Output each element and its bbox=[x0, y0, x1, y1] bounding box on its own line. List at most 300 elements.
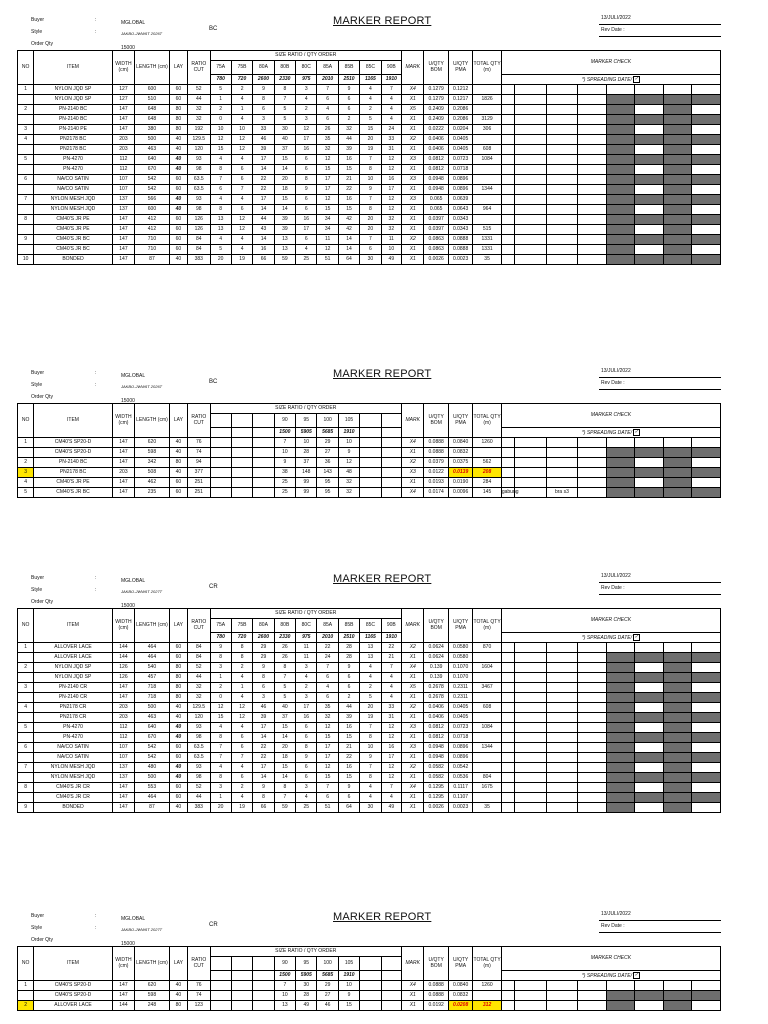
table-cell: 12 bbox=[317, 763, 338, 773]
table-cell: X1 bbox=[402, 991, 424, 1001]
item-name: NYLON JQD SP bbox=[34, 95, 112, 105]
table-cell: 4 bbox=[360, 85, 381, 95]
col-mark: MARK bbox=[402, 609, 424, 643]
table-cell: 25 bbox=[296, 803, 317, 813]
table-cell: 33 bbox=[253, 125, 274, 135]
table-cell: 31 bbox=[381, 713, 401, 723]
marker-check-cell bbox=[692, 185, 721, 195]
table-cell: 251 bbox=[188, 478, 210, 488]
size-ratio-header: SIZE RATIO / QTY ORDER bbox=[210, 947, 402, 957]
table-cell: 112 bbox=[112, 165, 134, 175]
table-cell: 99 bbox=[296, 478, 317, 488]
marker-check-cell bbox=[692, 723, 721, 733]
table-cell: 7 bbox=[360, 763, 381, 773]
table-cell bbox=[231, 981, 252, 991]
table-cell: 40 bbox=[169, 155, 187, 165]
item-name: BONDED bbox=[34, 255, 112, 265]
marker-check-cell bbox=[515, 255, 547, 265]
table-cell bbox=[210, 458, 231, 468]
table-cell: 0.0718 bbox=[448, 165, 472, 175]
marker-check-cell bbox=[501, 195, 514, 205]
table-cell: 8 bbox=[253, 793, 274, 803]
marker-check-cell bbox=[663, 145, 692, 155]
table-cell: 12 bbox=[231, 145, 252, 155]
table-cell: 40 bbox=[169, 205, 187, 215]
table-cell: 17 bbox=[317, 175, 338, 185]
table-cell: 0.0643 bbox=[448, 205, 472, 215]
table-cell bbox=[381, 1001, 401, 1011]
table-cell: 1084 bbox=[473, 723, 502, 733]
table-cell: 6 bbox=[296, 235, 317, 245]
table-cell: 383 bbox=[188, 255, 210, 265]
table-cell: 235 bbox=[135, 488, 170, 498]
table-cell: X5 bbox=[402, 683, 424, 693]
col-no: NO bbox=[18, 404, 34, 438]
item-name: NA/CO SATIN bbox=[34, 175, 112, 185]
marker-check-cell bbox=[546, 991, 578, 1001]
item-name: NYLON MESH JQD bbox=[34, 773, 112, 783]
marker-check-cell bbox=[606, 145, 635, 155]
table-cell: 870 bbox=[473, 643, 502, 653]
table-cell: 203 bbox=[112, 145, 134, 155]
table-cell: 15 bbox=[338, 733, 359, 743]
colon: : bbox=[95, 587, 97, 593]
table-cell: 147 bbox=[112, 683, 134, 693]
size-label bbox=[253, 957, 274, 971]
marker-check-cell bbox=[501, 1001, 514, 1011]
table-cell: 63.5 bbox=[188, 743, 210, 753]
item-name: CM40'S JR BC bbox=[34, 235, 112, 245]
table-cell: 60 bbox=[169, 245, 187, 255]
table-row bbox=[18, 693, 721, 703]
colon: : bbox=[95, 370, 97, 376]
checkbox-icon: ✓ bbox=[634, 972, 639, 978]
marker-check-cell bbox=[546, 185, 578, 195]
table-cell: 6 bbox=[338, 105, 359, 115]
table-cell: 98 bbox=[188, 773, 210, 783]
table-cell: 30 bbox=[360, 803, 381, 813]
marker-check-cell bbox=[606, 155, 635, 165]
table-cell: 10 bbox=[274, 448, 295, 458]
table-cell: 6 bbox=[296, 155, 317, 165]
table-cell: 648 bbox=[135, 115, 170, 125]
table-cell: 32 bbox=[381, 225, 401, 235]
table-cell: 4 bbox=[296, 95, 317, 105]
report-title: MARKER REPORT bbox=[333, 15, 432, 27]
table-cell: 137 bbox=[112, 195, 134, 205]
table-cell: 80 bbox=[169, 663, 187, 673]
marker-check-cell bbox=[515, 1001, 547, 1011]
report-title: MARKER REPORT bbox=[333, 911, 432, 923]
table-cell bbox=[381, 448, 401, 458]
marker-check-header: MARKER CHECK bbox=[501, 51, 720, 75]
table-cell bbox=[18, 95, 34, 105]
table-cell: 3 bbox=[296, 693, 317, 703]
table-cell: 40 bbox=[274, 703, 295, 713]
table-cell: 42 bbox=[338, 225, 359, 235]
marker-check-cell bbox=[546, 663, 578, 673]
table-cell: 13 bbox=[274, 1001, 295, 1011]
table-cell: 60 bbox=[169, 185, 187, 195]
col-pma: U/QTY PMA bbox=[448, 404, 472, 438]
marker-check-cell bbox=[546, 165, 578, 175]
marker-check-cell bbox=[606, 115, 635, 125]
table-row bbox=[18, 478, 721, 488]
marker-check-cell bbox=[606, 703, 635, 713]
table-cell: 6 bbox=[317, 95, 338, 105]
table-cell: 9 bbox=[338, 991, 359, 1001]
table-cell: 5 bbox=[274, 683, 295, 693]
table-cell: 60 bbox=[169, 753, 187, 763]
marker-check-cell bbox=[635, 713, 664, 723]
marker-check-cell bbox=[501, 255, 514, 265]
table-cell: 9 bbox=[338, 448, 359, 458]
table-cell: 40 bbox=[169, 981, 187, 991]
marker-check-cell bbox=[692, 95, 721, 105]
table-cell: 0.0397 bbox=[424, 215, 448, 225]
table-cell bbox=[473, 673, 502, 683]
report-header bbox=[17, 14, 721, 50]
item-name: CM40'S JR PE bbox=[34, 478, 112, 488]
marker-check-cell bbox=[578, 125, 607, 135]
marker-check-cell bbox=[546, 458, 578, 468]
marker-check-cell bbox=[515, 693, 547, 703]
table-cell: 21 bbox=[338, 175, 359, 185]
marker-check-cell bbox=[606, 175, 635, 185]
table-cell: 44 bbox=[253, 215, 274, 225]
table-cell: 76 bbox=[188, 438, 210, 448]
marker-check-cell bbox=[606, 753, 635, 763]
col-bom: U/QTY BOM bbox=[424, 609, 448, 643]
table-cell: 718 bbox=[135, 693, 170, 703]
marker-check-cell bbox=[501, 205, 514, 215]
table-cell: 30 bbox=[274, 125, 295, 135]
marker-check-cell bbox=[663, 245, 692, 255]
table-cell: 8 bbox=[360, 205, 381, 215]
table-cell: 7 bbox=[317, 783, 338, 793]
marker-check-cell bbox=[692, 1001, 721, 1011]
marker-report-2 bbox=[17, 367, 721, 498]
marker-check-cell bbox=[606, 793, 635, 803]
checkbox-icon: ✓ bbox=[634, 634, 639, 640]
table-cell bbox=[231, 458, 252, 468]
marker-check-cell bbox=[501, 185, 514, 195]
marker-check-cell bbox=[606, 458, 635, 468]
table-cell: 508 bbox=[135, 468, 170, 478]
order-qty: 5685 bbox=[317, 971, 338, 981]
table-cell: 7 bbox=[210, 175, 231, 185]
table-cell bbox=[210, 468, 231, 478]
table-cell: 60 bbox=[169, 95, 187, 105]
table-cell: 6 bbox=[296, 165, 317, 175]
size-label: 90 bbox=[274, 414, 295, 428]
table-cell bbox=[253, 1001, 274, 1011]
table-cell: 19 bbox=[231, 255, 252, 265]
table-cell: 17 bbox=[253, 723, 274, 733]
table-cell: 16 bbox=[381, 175, 401, 185]
table-cell: 14 bbox=[338, 245, 359, 255]
table-cell: 148 bbox=[296, 468, 317, 478]
table-cell: 147 bbox=[112, 448, 134, 458]
marker-check-cell bbox=[692, 115, 721, 125]
marker-check-cell bbox=[578, 235, 607, 245]
table-cell: 12 bbox=[381, 763, 401, 773]
marker-check-cell bbox=[546, 255, 578, 265]
marker-check-cell bbox=[546, 753, 578, 763]
table-cell bbox=[253, 488, 274, 498]
marker-check-cell bbox=[663, 743, 692, 753]
marker-check-cell bbox=[692, 663, 721, 673]
table-cell: 35 bbox=[317, 135, 338, 145]
marker-check-cell bbox=[501, 145, 514, 155]
table-cell: 1675 bbox=[473, 783, 502, 793]
marker-check-cell bbox=[501, 773, 514, 783]
marker-check-cell bbox=[501, 448, 514, 458]
table-row bbox=[18, 438, 721, 448]
table-cell: 12 bbox=[231, 215, 252, 225]
marker-check-cell bbox=[501, 743, 514, 753]
marker-check-cell bbox=[692, 803, 721, 813]
item-name: PN-4270 bbox=[34, 733, 112, 743]
table-cell: 4 bbox=[231, 155, 252, 165]
table-cell: 60 bbox=[169, 488, 187, 498]
table-cell: 20 bbox=[360, 703, 381, 713]
table-cell: X2 bbox=[402, 763, 424, 773]
table-row bbox=[18, 653, 721, 663]
marker-check-cell bbox=[515, 448, 547, 458]
marker-check-cell bbox=[515, 115, 547, 125]
table-cell: 203 bbox=[112, 713, 134, 723]
marker-check-cell bbox=[501, 683, 514, 693]
order-qty: 1165 bbox=[360, 633, 381, 643]
table-cell: X1 bbox=[402, 733, 424, 743]
table-cell: 4 bbox=[381, 115, 401, 125]
order-qty bbox=[360, 428, 381, 438]
table-cell: 4 bbox=[231, 673, 252, 683]
table-cell: 1826 bbox=[473, 95, 502, 105]
table-cell: 129.5 bbox=[188, 703, 210, 713]
table-cell: 120 bbox=[188, 713, 210, 723]
table-cell: 6 bbox=[231, 733, 252, 743]
marker-check-cell bbox=[546, 683, 578, 693]
marker-check-cell bbox=[578, 225, 607, 235]
marker-check-cell bbox=[663, 155, 692, 165]
table-cell: 49 bbox=[381, 803, 401, 813]
table-cell: 6 bbox=[317, 115, 338, 125]
marker-check-cell bbox=[663, 773, 692, 783]
table-cell bbox=[231, 488, 252, 498]
table-cell: 87 bbox=[135, 803, 170, 813]
marker-check-cell bbox=[578, 693, 607, 703]
table-cell: 32 bbox=[338, 478, 359, 488]
marker-check-cell bbox=[663, 165, 692, 175]
marker-check-cell bbox=[635, 175, 664, 185]
table-cell: 6 bbox=[231, 743, 252, 753]
table-cell: 40 bbox=[169, 255, 187, 265]
table-cell: 710 bbox=[135, 245, 170, 255]
table-cell: 6 bbox=[296, 763, 317, 773]
table-cell: X4 bbox=[402, 663, 424, 673]
table-cell: 12 bbox=[381, 195, 401, 205]
marker-check-cell bbox=[546, 743, 578, 753]
table-cell: 20 bbox=[210, 803, 231, 813]
spreading-date bbox=[501, 75, 720, 85]
table-cell: X1 bbox=[402, 773, 424, 783]
table-cell: 26 bbox=[274, 643, 295, 653]
marker-check-cell bbox=[515, 175, 547, 185]
marker-check-cell bbox=[692, 673, 721, 683]
marker-check-cell bbox=[663, 225, 692, 235]
table-cell: 15 bbox=[210, 145, 231, 155]
table-cell: 107 bbox=[112, 175, 134, 185]
table-cell: 44 bbox=[338, 135, 359, 145]
table-cell: 620 bbox=[135, 981, 170, 991]
table-cell: X1 bbox=[402, 803, 424, 813]
marker-check-cell bbox=[692, 438, 721, 448]
table-cell: 0.0948 bbox=[424, 753, 448, 763]
table-cell: 147 bbox=[112, 245, 134, 255]
table-cell: 5 bbox=[210, 245, 231, 255]
marker-check-cell bbox=[578, 215, 607, 225]
size-label: 105 bbox=[338, 414, 359, 428]
table-cell bbox=[253, 468, 274, 478]
table-cell: 15 bbox=[274, 155, 295, 165]
table-cell: 0.1070 bbox=[448, 663, 472, 673]
table-cell bbox=[381, 438, 401, 448]
table-cell: 112 bbox=[112, 723, 134, 733]
marker-check-cell bbox=[501, 215, 514, 225]
marker-check-cell bbox=[663, 793, 692, 803]
order-qty: 5905 bbox=[296, 428, 317, 438]
table-cell: 12 bbox=[317, 195, 338, 205]
col-item: ITEM bbox=[34, 404, 112, 438]
table-cell: 7 bbox=[317, 663, 338, 673]
order-qty: 720 bbox=[231, 75, 252, 85]
table-cell: 39 bbox=[274, 215, 295, 225]
marker-check-cell bbox=[501, 85, 514, 95]
marker-check-cell bbox=[546, 713, 578, 723]
order-qty: 2010 bbox=[317, 75, 338, 85]
table-cell: 20 bbox=[274, 175, 295, 185]
table-cell: 147 bbox=[112, 115, 134, 125]
marker-check-cell bbox=[606, 105, 635, 115]
size-label: 80B bbox=[274, 619, 295, 633]
table-cell: 6 bbox=[253, 105, 274, 115]
table-cell: X1 bbox=[402, 793, 424, 803]
table-cell: X1 bbox=[402, 215, 424, 225]
checkbox-icon: ✓ bbox=[634, 429, 639, 435]
table-row bbox=[18, 703, 721, 713]
marker-check-cell bbox=[635, 663, 664, 673]
table-cell: X4 bbox=[402, 438, 424, 448]
marker-check-cell bbox=[635, 135, 664, 145]
item-name: NYLON JQD SP bbox=[34, 85, 112, 95]
marker-check-cell bbox=[692, 693, 721, 703]
table-cell: 608 bbox=[473, 703, 502, 713]
table-cell: 0.0723 bbox=[448, 155, 472, 165]
table-cell: X5 bbox=[402, 105, 424, 115]
marker-check-cell bbox=[515, 733, 547, 743]
table-cell: 0.0888 bbox=[448, 235, 472, 245]
table-cell: 64 bbox=[338, 255, 359, 265]
table-cell: 19 bbox=[231, 803, 252, 813]
table-cell: 107 bbox=[112, 753, 134, 763]
colon: : bbox=[95, 382, 97, 388]
col-total: TOTAL QTY (m) bbox=[473, 51, 502, 85]
col-ratio: RATIO CUT bbox=[188, 51, 210, 85]
marker-check-cell bbox=[692, 245, 721, 255]
table-cell bbox=[253, 991, 274, 1001]
report-header bbox=[17, 910, 721, 946]
item-name: CM40'S SP20-D bbox=[34, 981, 112, 991]
table-cell: 12 bbox=[381, 165, 401, 175]
table-cell: 342 bbox=[135, 458, 170, 468]
marker-report-4 bbox=[17, 910, 721, 1011]
col-width: WIDTH (cm) bbox=[112, 609, 134, 643]
table-cell: 0.0190 bbox=[448, 478, 472, 488]
marker-check-cell bbox=[546, 723, 578, 733]
table-cell: 0.0405 bbox=[448, 703, 472, 713]
table-cell: 17 bbox=[381, 185, 401, 195]
table-cell: 3 bbox=[18, 125, 34, 135]
table-cell: 44 bbox=[188, 793, 210, 803]
table-cell: 4 bbox=[231, 195, 252, 205]
table-cell: 44 bbox=[188, 673, 210, 683]
table-cell: 4 bbox=[231, 693, 252, 703]
order-qty: 5905 bbox=[296, 971, 317, 981]
marker-check-cell bbox=[515, 713, 547, 723]
table-cell: 33 bbox=[381, 703, 401, 713]
table-cell: 0.0375 bbox=[448, 458, 472, 468]
table-cell: 49 bbox=[381, 255, 401, 265]
table-cell: 2 bbox=[210, 683, 231, 693]
spreading-date bbox=[501, 428, 720, 438]
marker-check-cell bbox=[692, 713, 721, 723]
order-qty: 780 bbox=[210, 75, 231, 85]
table-cell bbox=[381, 981, 401, 991]
table-cell: 464 bbox=[135, 653, 170, 663]
marker-check-cell bbox=[501, 155, 514, 165]
table-cell: 0.1070 bbox=[448, 673, 472, 683]
marker-check-cell bbox=[606, 135, 635, 145]
table-cell: 2 bbox=[231, 85, 252, 95]
item-name: PN-4270 bbox=[34, 723, 112, 733]
marker-check-cell bbox=[501, 165, 514, 175]
table-row bbox=[18, 793, 721, 803]
table-cell: 40 bbox=[169, 991, 187, 1001]
table-cell bbox=[360, 458, 381, 468]
size-ratio-header: SIZE RATIO / QTY ORDER bbox=[210, 609, 402, 619]
table-cell: 0.0896 bbox=[448, 175, 472, 185]
table-cell: 17 bbox=[296, 135, 317, 145]
report-title: MARKER REPORT bbox=[333, 368, 432, 380]
table-cell: 10 bbox=[360, 175, 381, 185]
table-cell: 0.2409 bbox=[424, 115, 448, 125]
table-cell: 2 bbox=[18, 105, 34, 115]
marker-check-cell bbox=[635, 125, 664, 135]
marker-check-cell bbox=[515, 225, 547, 235]
size-label bbox=[231, 957, 252, 971]
size-label bbox=[381, 414, 401, 428]
table-cell: 51 bbox=[317, 255, 338, 265]
marker-check-cell bbox=[578, 783, 607, 793]
table-cell bbox=[18, 753, 34, 763]
table-cell: 11 bbox=[296, 653, 317, 663]
item-name: CM40'S SP20-D bbox=[34, 438, 112, 448]
table-row bbox=[18, 185, 721, 195]
table-cell: 10 bbox=[274, 991, 295, 1001]
marker-check-cell bbox=[635, 783, 664, 793]
